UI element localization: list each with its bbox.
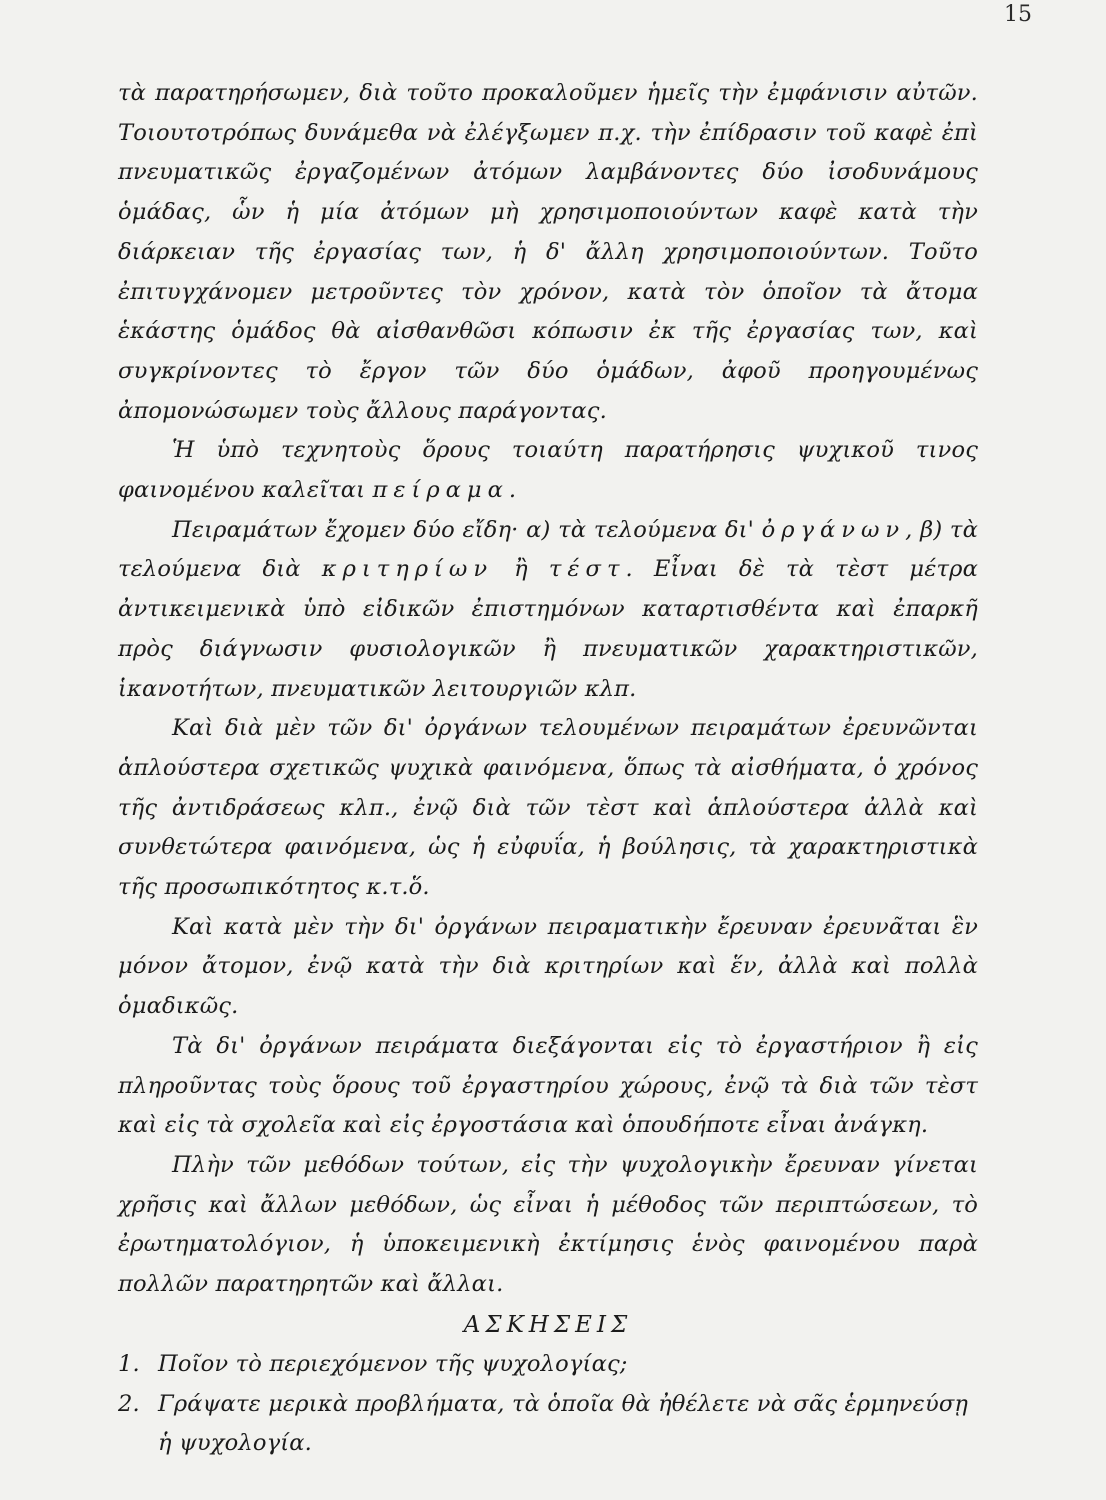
paragraph-2-text-after: .: [508, 477, 517, 504]
paragraph-3-part-1: Πειραμάτων ἔχομεν δύο εἴδη· α) τὰ τελούμενα δι': [172, 516, 762, 543]
paragraph-2-text-before: Ἡ ὑπὸ τεχνητοὺς ὅρους τοιαύτη παρατήρησις ψυχικοῦ τινος φαινομένου καλεῖται: [118, 437, 978, 504]
paragraph-3-part-2: , β) τὰ τελούμενα διὰ: [118, 516, 978, 583]
exercise-text: Ποῖον τὸ περιεχόμενον τῆς ψυχολογίας;: [158, 1350, 628, 1377]
paragraph-1: τὰ παρατηρήσωμεν, διὰ τοῦτο προκαλοῦμεν ἡμεῖς τὴν ἐμφάνισιν αὐτῶν. Τοιουτοτρόπως δυνάμεθα νὰ ἐλέγξωμεν π.χ. τὴν ἐπίδρασιν τοῦ καφὲ ἐπὶ πνευματικῶς ἐργαζομένων ἀτόμων λαμβάνοντες δύο ἰσοδυνάμους ὁμάδας, ὧν ἡ μία ἀτόμων μὴ χρησιμοποιούντων καφὲ κατὰ τὴν διάρκειαν τῆς ἐργασίας των, ἡ δ' ἄλλη χρησιμοποιούντων. Τοῦτο ἐπιτυγχάνομεν μετροῦντες τὸν χρόνον, κατὰ τὸν ὁποῖον τὰ ἄτομα ἑκάστης ὁμάδος θὰ αἰσθανθῶσι κόπωσιν ἐκ τῆς ἐργασίας των, καὶ συγκρίνοντες τὸ ἔργον τῶν δύο ὁμάδων, ἀφοῦ προηγουμένως ἀπομονώσωμεν τοὺς ἄλλους παράγοντας.: [118, 80, 978, 424]
term-kritirion: κριτηρίων: [321, 556, 494, 583]
paragraph-2: [118, 431, 978, 510]
exercise-item-2: [118, 1385, 978, 1464]
page-number: 15: [1004, 2, 1032, 27]
paragraph-6: Τὰ δι' ὀργάνων πειράματα διεξάγονται εἰς τὸ ἐργαστήριον ἢ εἰς πληροῦντας τοὺς ὅρους τοῦ ἐργαστηρίου χώρους, ἐνῷ τὰ διὰ τῶν τὲστ καὶ εἰς τὰ σχολεῖα καὶ εἰς ἐργοστάσια καὶ ὁπουδήποτε εἶναι ἀνάγκη.: [118, 1032, 978, 1139]
exercises-heading: ΑΣΚΗΣΕΙΣ: [463, 1311, 633, 1338]
paragraph-3-part-4: . Εἶναι δὲ τὰ τὲστ μέτρα ἀντικειμενικὰ ὑπὸ εἰδικῶν ἐπιστημόνων καταρτισθέντα καὶ ἐπαρκῆ πρὸς διάγνωσιν φυσιολογικῶν ἢ πνευματικῶν χαρακτηριστικῶν, ἱκανοτήτων, πνευματικῶν λειτουργιῶν κλπ.: [118, 556, 978, 702]
exercise-number: 2.: [118, 1390, 140, 1417]
paragraph-3-part-3: ἢ: [493, 556, 549, 583]
exercise-text: Γράψατε μερικὰ προβλήματα, τὰ ὁποῖα θὰ ἠθέλετε νὰ σᾶς ἑρμηνεύσῃ ἡ ψυχολογία.: [158, 1390, 969, 1457]
term-test: τέστ: [548, 556, 626, 583]
paragraph-4: Καὶ διὰ μὲν τῶν δι' ὀργάνων τελουμένων πειραμάτων ἐρευνῶνται ἁπλούστερα σχετικῶς ψυχικὰ φαινόμενα, ὅπως τὰ αἰσθήματα, ὁ χρόνος τῆς ἀντιδράσεως κλπ., ἐνῷ διὰ τῶν τὲστ καὶ ἁπλούστερα ἀλλὰ καὶ συνθετώτερα φαινόμενα, ὡς ἡ εὐφυΐα, ἡ βούλησις, τὰ χαρακτηριστικὰ τῆς προσωπικότητος κ.τ.ὅ.: [118, 715, 978, 901]
paragraph-7: Πλὴν τῶν μεθόδων τούτων, εἰς τὴν ψυχολογικὴν ἔρευναν γίνεται χρῆσις καὶ ἄλλων μεθόδων, ὡς εἶναι ἡ μέθοδος τῶν περιπτώσεων, τὸ ἐρωτηματολόγιον, ἡ ὑποκειμενικὴ ἐκτίμησις ἑνὸς φαινομένου παρὰ πολλῶν παρατηρητῶν καὶ ἄλλαι.: [118, 1151, 978, 1298]
term-organon: ὀργάνων: [761, 516, 906, 543]
body-text: [118, 74, 978, 1464]
paragraph-3: [118, 511, 978, 710]
paragraph-5: Καὶ κατὰ μὲν τὴν δι' ὀργάνων πειραματικὴν ἔρευναν ἐρευνᾶται ἓν μόνον ἄτομον, ἐνῷ κατὰ τὴν διὰ κριτηρίων καὶ ἕν, ἀλλὰ καὶ πολλὰ ὁμαδικῶς.: [118, 913, 978, 1020]
exercise-item-1: [118, 1345, 978, 1385]
exercise-number: 1.: [118, 1350, 140, 1377]
term-peirama: πείραμα: [372, 477, 509, 504]
